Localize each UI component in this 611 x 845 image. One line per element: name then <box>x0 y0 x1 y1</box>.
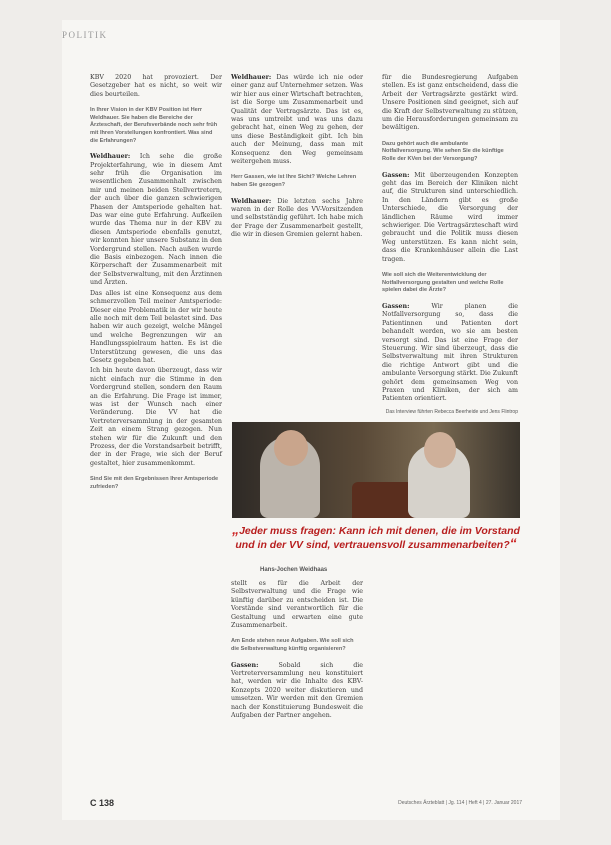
interview-question: Sind Sie mit den Ergebnissen Ihrer Amtsperiode zufrieden? <box>90 476 219 490</box>
paragraph: stellt es für die Arbeit der Selbstverwaltung und die Frage wie künftig darüber zu entscheiden ist. Die Vorstände sind verantwortlich für die Gestaltung und erwarten eine gute Zusammenarbeit. <box>231 580 363 630</box>
pull-quote <box>232 523 520 551</box>
pull-quote-text: Jeder muss fragen: Kann ich mit denen, die im Vorstand und in der VV sind, vertrauensvoll zusammenarbeiten? <box>235 525 520 551</box>
answer-text: Ich sehe die große Projekterfahrung, wie in diesem Amt sehr früh die Organisation im wesentlichen Zusammenhalt zwischen mir und meinen beiden Stellvertretern, der auch über die ganzen schwierigen Phasen der Amtsperiode gehalten hat. Das war eine gute Erfahrung. Aufkeilen wurde das Thema nur in der KBV zu diesen Amtsperiode ebenfalls genutzt, wir konnten hier unsere Substanz in den Vordergrund stellen. Nach außen wurde die Basis einbezogen. Nach innen die Körperschaft der Zusammenarbeit mit der Selbstverwaltung, mit den Ärztinnen und Ärzten. <box>90 153 222 287</box>
answer-text: Das würde ich nie oder einer ganz auf Unternehmer setzen. Was wir hier aus einer Wirtschaft betrachten, ist die Sorge um Zusammenarbeit und Qualität der Vertragsärzte. Das ist es, was uns umtreibt und was uns dazu gebracht hat, einen Weg zu gehen, der uns diese Beständigkeit gibt. Ich bin auch der Meinung, dass man mit Konsequenz den Weg gemeinsam weitergehen muss. <box>231 74 363 166</box>
answer-paragraph <box>231 74 363 166</box>
close-quote-icon: “ <box>509 535 517 551</box>
answer-text: Die letzten sechs Jahre waren in der Rolle des VV-Vorsitzenden und selbstständig geführt. Ich habe mich der Frage der Zusammenarbeit gestellt, die wir in diesen Gremien gelernt haben. <box>231 197 363 239</box>
answer-paragraph <box>231 662 363 721</box>
answer-text: Wir planen die Notfallversorgung so, dass die Patientinnen und Patienten dort behandelt werden, wo sie am besten versorgt sind. Das ist eine Frage der Steuerung. Wir sind überzeugt, dass die Selbstverwaltung mit ihren Strukturen die richtige Antwort gibt und die ambulante Versorgung stärkt. Die Zukunft gehört dem gemeinsamen Weg von Praxen und Kliniken, der sich am Patienten orientiert. <box>382 302 518 403</box>
paragraph: KBV 2020 hat provoziert. Der Gesetzgeber hat es nicht, so weit wir dies beurteilen. <box>90 74 222 98</box>
answer-paragraph <box>382 303 518 404</box>
answer-paragraph <box>90 153 222 288</box>
section-label: POLITIK <box>62 30 108 40</box>
journal-footer: Deutsches Ärzteblatt | Jg. 114 | Heft 4 | 27. Januar 2017 <box>398 800 522 806</box>
interview-question: Dazu gehört auch die ambulante Notfallversorgung. Wie sehen Sie die künftige Rolle der KVen bei der Versorgung? <box>382 140 504 163</box>
page-number: C 138 <box>90 798 115 808</box>
speaker-name: Weldhauer: <box>231 197 272 205</box>
interview-question: Wie soll sich die Weiterentwicklung der Notfallversorgung gestalten und welche Rolle spielen dabei die Ärzte? <box>382 272 504 294</box>
speaker-name: Gassen: <box>382 171 410 179</box>
person-left-head <box>274 430 308 466</box>
interview-question: Am Ende stehen neue Aufgaben. Wie soll sich die Selbstverwaltung künftig organisieren? <box>231 638 354 653</box>
column-3 <box>382 74 518 418</box>
speaker-name: Weldhauer: <box>231 74 272 81</box>
magazine-page <box>62 20 560 820</box>
quote-author: Hans-Jochen Weidhaas <box>260 567 328 573</box>
answer-text: Mit überzeugenden Konzepten geht das im Bereich der Kliniken nicht auf, die Strukturen sind unterschiedlich. In den Ländern gibt es große Unterschiede, die Versorgung der ländlichen Räume wird immer schwieriger. Die Vertragsärzteschaft wird gebraucht und die Politik muss diesen Weg unterstützen. Es kann nicht sein, dass die Krankenhäuser allein die Last tragen. <box>382 171 518 263</box>
answer-paragraph <box>231 198 363 240</box>
speaker-name: Gassen: <box>382 302 410 310</box>
open-quote-icon: „ <box>232 521 240 537</box>
column-2-lower <box>231 580 363 722</box>
answer-text: Sobald sich die Vertreterversammlung neu konstituiert hat, werden wir die Inhalte des KBV-Konzepts 2020 weiter diskutieren und umsetzen. Wir werden mit den Gremien nach der Konstituierung Bundesweit die Aufgaben der Partner angehen. <box>231 661 363 720</box>
paragraph: Ich bin heute davon überzeugt, dass wir nicht einfach nur die Stimme in den Vordergrund stellen, sondern den Raum an die Erfahrung. Die Frage ist immer, was ist der Wunsch nach einer Veränderung. Die VV hat die Vertreterversammlung in der gesamten Zeit an einem Strang gezogen. Nun stehen wir für die Zukunft und den Prozess, der die Vorstandsarbeit betrifft, der in der Frage, wie sich der Beruf gestaltet, hier zusammenkommt. <box>90 367 222 467</box>
interview-question: Herr Gassen, wie ist Ihre Sicht? Welche Lehren haben Sie gezogen? <box>231 174 357 189</box>
speaker-name: Gassen: <box>231 661 259 669</box>
interview-question: In Ihrer Vision in der KBV Position ist Herr Weldhauer. Sie haben die Bereiche der Ärzteschaft, der Berufsverbände noch sehr früh mit Ihren Vorstellungen konfrontiert. Was sind die Erfahrungen? <box>90 107 218 144</box>
person-right-head <box>424 432 456 468</box>
answer-paragraph <box>382 172 518 264</box>
interview-photo <box>232 422 520 518</box>
paragraph: Das alles ist eine Konsequenz aus dem schmerzvollen Teil meiner Amtsperiode: Dieser eine Problematik in der wir heute alle noch mit dem Teil belastet sind. Das haben wir auch gezeigt, welche Mängel und welche Begrenzungen wir an Handlungsspielraum hatten. Es ist die Unterstützung gewesen, die uns das Gesetz gegeben hat. <box>90 289 222 364</box>
paragraph: für die Bundesregierung Aufgaben stellen. Es ist ganz entscheidend, dass die Arbeit der Vertragsärzte gestärkt wird. Unsere Positionen sind geeignet, sich auf die Kraft der Selbstverwaltung zu stützen, um die Herausforderungen gemeinsam zu bewältigen. <box>382 74 518 132</box>
speaker-name: Weldhauer: <box>90 153 131 161</box>
column-1 <box>90 74 222 499</box>
interview-credit: Das Interview führten Rebecca Beerheide und Jens Flintrop <box>385 408 518 415</box>
column-2 <box>231 74 363 242</box>
